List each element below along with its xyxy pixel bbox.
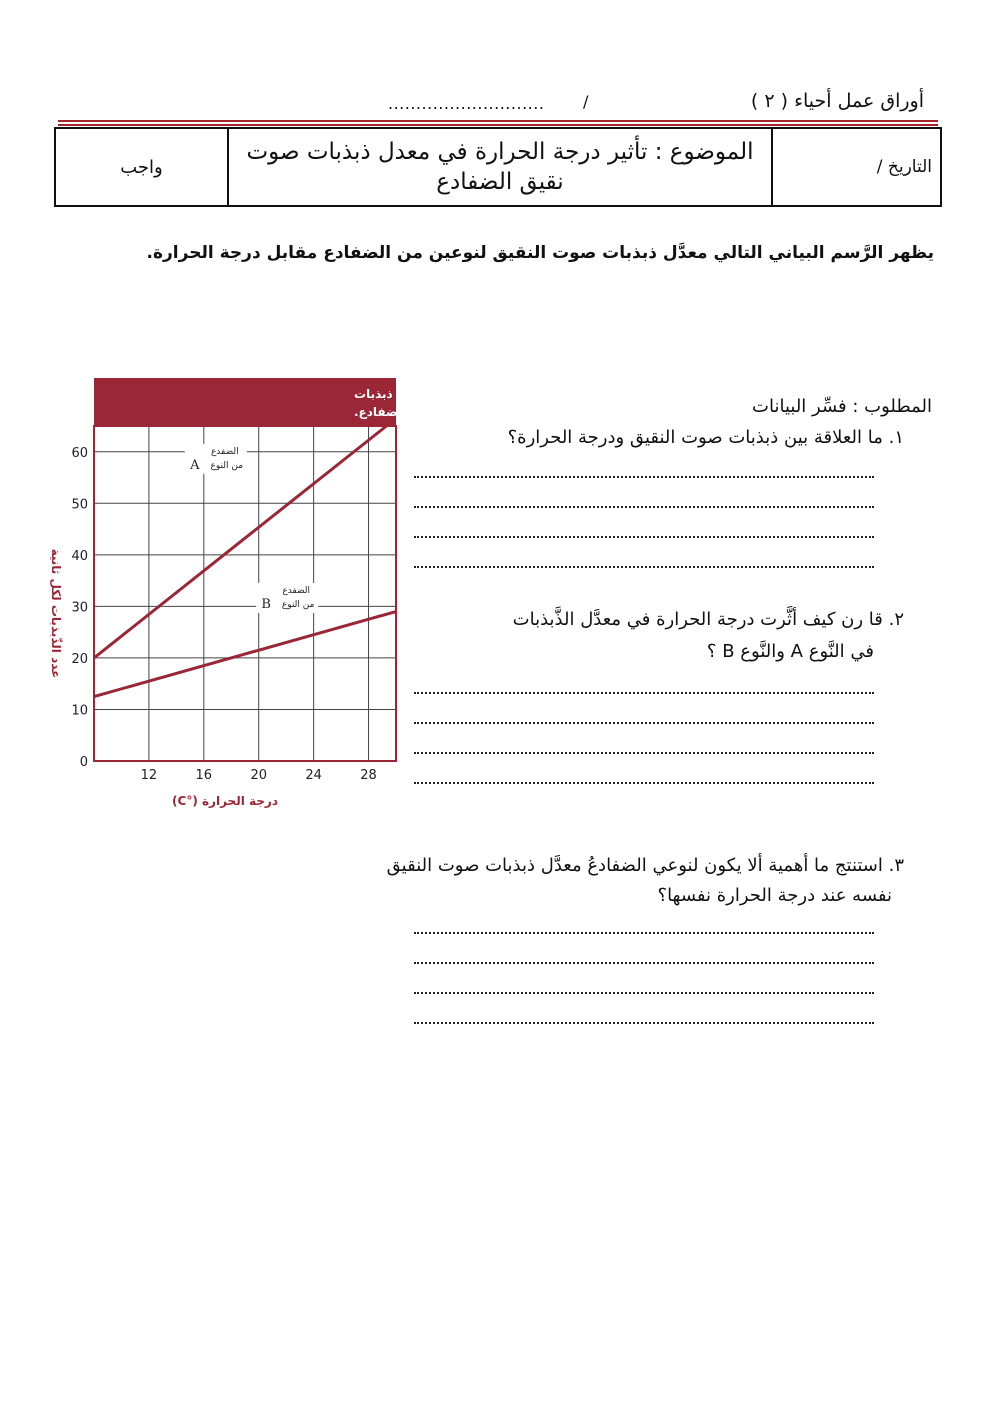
y-tick-label: 20 — [71, 651, 88, 667]
homework-cell: واجب — [55, 128, 228, 206]
x-tick-label: 20 — [250, 768, 268, 783]
answer-line[interactable] — [414, 492, 874, 508]
header-blank: ............................ — [388, 94, 545, 113]
y-tick-label: 0 — [79, 755, 88, 770]
series-a-label-line2: من النوع — [210, 460, 244, 471]
question-2-line-2: في النَّوع A والنَّوع B ؟ — [706, 641, 874, 662]
y-tick-label: 50 — [71, 497, 88, 513]
answer-line[interactable] — [414, 522, 874, 538]
plot-frame — [94, 426, 396, 761]
x-tick-label: 16 — [195, 768, 213, 783]
x-tick-label: 24 — [305, 768, 322, 783]
y-tick-label: 30 — [71, 600, 88, 616]
y-tick-label: 40 — [71, 548, 88, 564]
answer-line[interactable] — [414, 978, 874, 994]
answer-line[interactable] — [414, 948, 874, 964]
answer-line[interactable] — [414, 552, 874, 568]
intro-text: يظهر الرَّسم البياني التالي معدَّل ذبذبات صوت النقيق لنوعين من الضفادع مقابل درجة الحرارة. — [146, 243, 934, 263]
series-line-b — [94, 612, 396, 697]
answer-line[interactable] — [414, 918, 874, 934]
y-tick-label: 10 — [71, 703, 88, 719]
series-b-label-line2: من النوع — [281, 599, 315, 610]
answer-line[interactable] — [414, 1008, 874, 1024]
question-3-line-2: نفسه عند درجة الحرارة نفسها؟ — [657, 885, 892, 906]
series-b-label-line1: الضفدع — [282, 585, 311, 596]
y-tick-label: 60 — [71, 445, 88, 461]
question-1: ١. ما العلاقة بين ذبذبات صوت النقيق ودرجة الحرارة؟ — [507, 427, 904, 448]
topic-cell: الموضوع : تأثير درجة الحرارة في معدل ذبذبات صوت نقيق الضفادع — [228, 128, 772, 206]
answer-line[interactable] — [414, 738, 874, 754]
worksheet-title: أوراق عمل أحياء ( ٢ ) — [750, 90, 924, 112]
answer-line[interactable] — [414, 768, 874, 784]
chart-title-line2: صوت النقيق في الضفادع. — [354, 405, 509, 419]
questions-title: المطلوب : فسِّر البيانات — [752, 396, 932, 417]
answer-line[interactable] — [414, 462, 874, 478]
chart-title-box — [94, 378, 396, 426]
header-slash: / — [583, 92, 589, 111]
series-a-label-letter: A — [190, 457, 200, 473]
question-2-line-1: ٢. قا رن كيف أثَّرت درجة الحرارة في معدَّل الذَّبذبات — [512, 609, 904, 630]
chart-title-line1: تأثير درجة الحرارة في معدّل ذبذبات — [354, 387, 563, 401]
answer-line[interactable] — [414, 678, 874, 694]
question-3-line-1: ٣. استنتج ما أهمية ألا يكون لنوعي الضفادعُ معدَّل ذبذبات صوت النقيق — [386, 855, 904, 876]
series-b-label-letter: B — [261, 596, 271, 612]
x-tick-label: 12 — [140, 768, 158, 783]
answer-line[interactable] — [414, 708, 874, 724]
date-cell: التاريخ / — [772, 128, 941, 206]
info-table — [54, 127, 942, 207]
x-axis-label: درجة الحرارة (°C) — [172, 794, 278, 808]
series-a-label-line1: الضفدع — [210, 446, 239, 457]
y-axis-label: عدد الذّبذبات لكل ثانية — [49, 548, 63, 679]
frog-chart — [38, 370, 563, 820]
x-tick-label: 28 — [360, 768, 377, 783]
